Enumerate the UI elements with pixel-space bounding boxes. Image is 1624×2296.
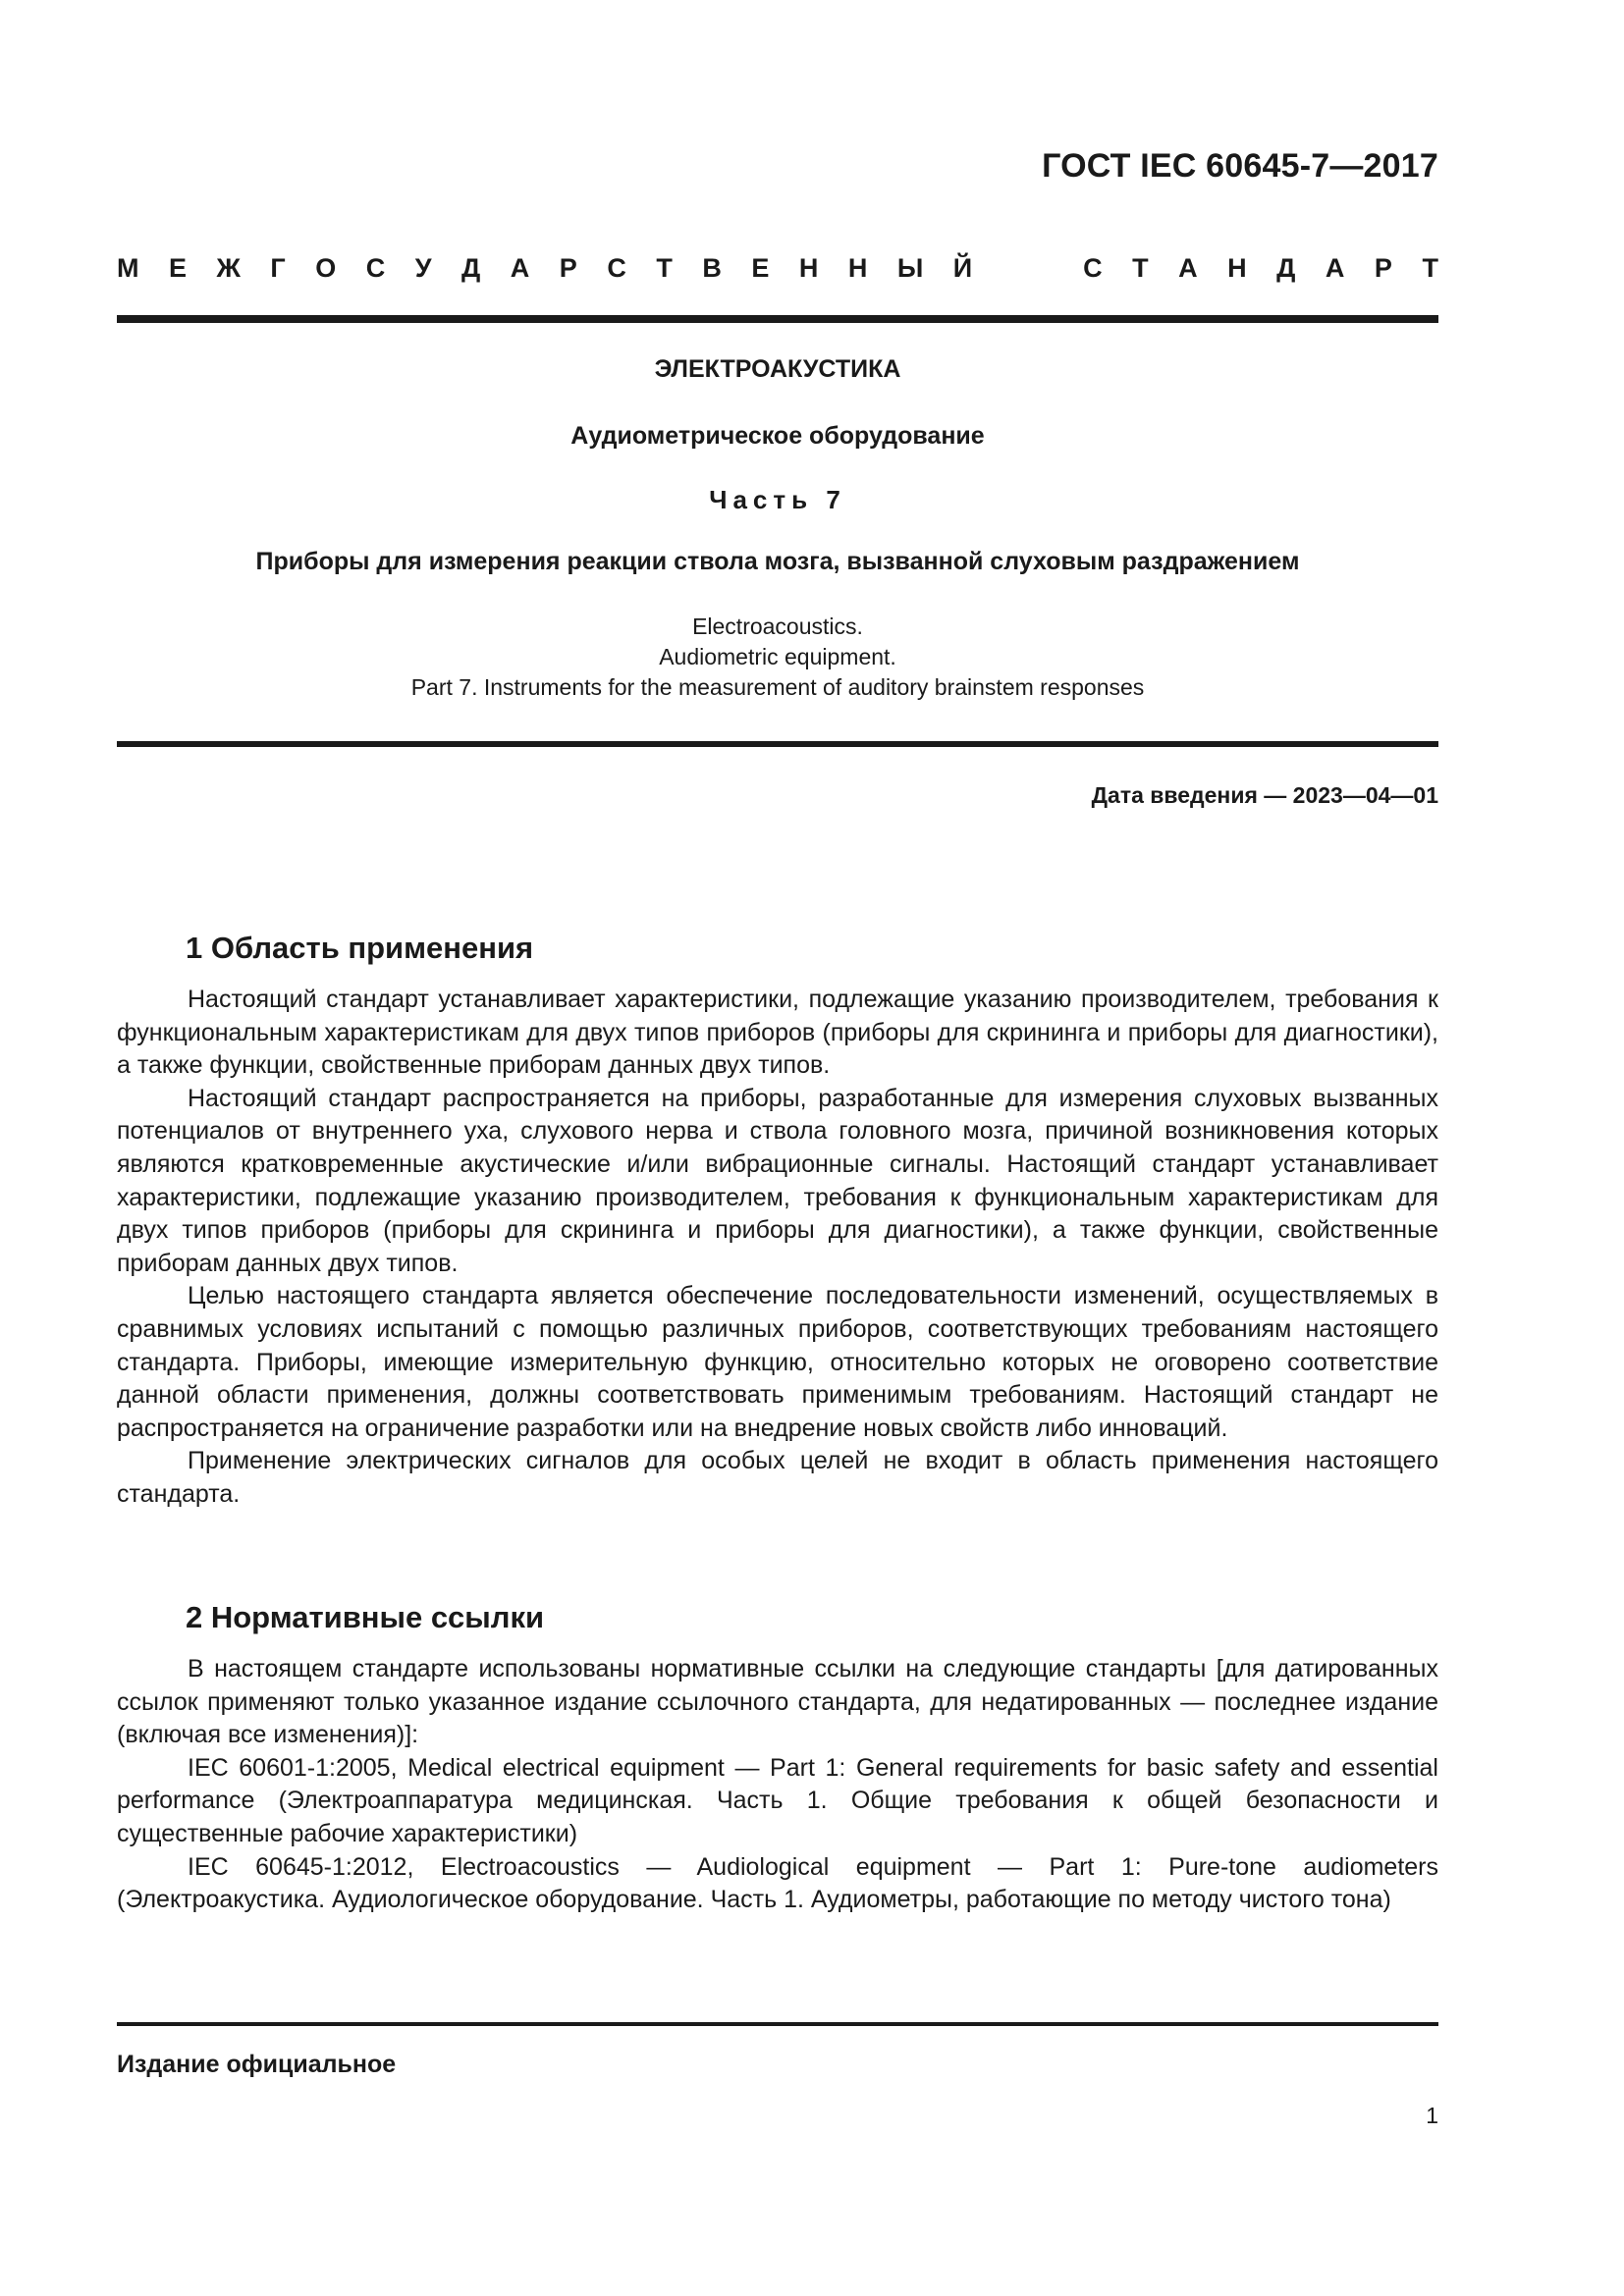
paragraph: Настоящий стандарт устанавливает характеристики, подлежащие указанию производителем, требования к функциональным характеристикам для двух типов приборов (приборы для скрининга и приборы для диагностики), а также функции, свойственные приборам данных двух типов.: [117, 986, 1438, 1080]
banner-letter: Н: [1227, 253, 1247, 283]
banner-letter: Т: [1422, 253, 1438, 283]
section-body: [117, 1653, 1438, 1917]
section-body: [117, 984, 1438, 1512]
banner-letter: Е: [169, 253, 188, 283]
title-rule: [117, 741, 1438, 747]
reference-entry: IEC 60601-1:2005, Medical electrical equipment — Part 1: General requirements for basic safety and essential performance (Электроаппаратура медицинская. Часть 1. Общие требования к общей безопасности и существенные рабочие характеристики): [117, 1753, 1438, 1847]
banner-letter: Д: [1276, 253, 1296, 283]
paragraph: В настоящем стандарте использованы нормативные ссылки на следующие стандарты [для датированных ссылок применяют только указанное издание ссылочного стандарта, для недатированных — последнее издание (включая все изменения)]:: [117, 1655, 1438, 1749]
title-part: Часть 7: [709, 485, 846, 514]
banner-letter: Н: [847, 253, 868, 283]
banner-letter: Ы: [896, 253, 924, 283]
banner-letter: С: [365, 253, 386, 283]
footer-rule: [117, 2022, 1438, 2026]
banner-letter: А: [510, 253, 530, 283]
banner-letter: С: [1083, 253, 1103, 283]
title-subtitle: Аудиометрическое оборудование: [570, 422, 985, 450]
banner-letter: Н: [798, 253, 819, 283]
english-title-line: Electroacoustics.: [692, 614, 863, 639]
header-rule: [117, 315, 1438, 323]
title-main: ЭЛЕКТРОАКУСТИКА: [654, 355, 901, 383]
section-normative-references: [117, 1598, 1438, 1917]
banner-letter: М: [117, 253, 139, 283]
introduction-date: Дата введения — 2023—04—01: [1091, 782, 1438, 808]
banner-word-gap: [1002, 253, 1054, 284]
section-scope: [117, 929, 1438, 1512]
banner-letter: Е: [751, 253, 770, 283]
banner-letter: А: [1325, 253, 1345, 283]
banner-letter: А: [1178, 253, 1198, 283]
banner-letter: Р: [559, 253, 577, 283]
banner-letter: О: [315, 253, 337, 283]
banner-letter: Ж: [216, 253, 241, 283]
english-title-line: Audiometric equipment.: [659, 644, 896, 669]
section-heading: 1 Область применения: [186, 931, 534, 965]
banner-letter: Д: [461, 253, 481, 283]
banner-letter: Т: [656, 253, 673, 283]
english-title-line: Part 7. Instruments for the measurement of auditory brainstem responses: [410, 674, 1145, 700]
english-title: [117, 612, 1438, 703]
edition-label: Издание официальное: [117, 2051, 397, 2078]
banner-letter: С: [607, 253, 626, 283]
banner-letter: Т: [1132, 253, 1149, 283]
reference-entry: IEC 60645-1:2012, Electroacoustics — Audiological equipment — Part 1: Pure-tone audiometers (Электроакустика. Аудиологическое оборудование. Часть 1. Аудиометры, работающие по методу чистого тона): [117, 1852, 1438, 1914]
paragraph: Применение электрических сигналов для особых целей не входит в область применения настоящего стандарта.: [117, 1447, 1438, 1508]
paragraph: Настоящий стандарт распространяется на приборы, разработанные для измерения слуховых вызванных потенциалов от внутреннего уха, слухового нерва и ствола головного мозга, причиной возникновения которых являются кратковременные акустические и/или вибрационные сигналы. Настоящий стандарт устанавливает характеристики, подлежащие указанию производителем, требования к функциональным характеристикам для двух типов приборов (приборы для скрининга и приборы для диагностики), а также функции, свойственные приборам данных двух типов.: [117, 1084, 1438, 1277]
banner-letter: Й: [952, 253, 973, 283]
banner-letter: В: [702, 253, 722, 283]
section-heading: 2 Нормативные ссылки: [186, 1600, 545, 1634]
banner-letter: Р: [1374, 253, 1392, 283]
title-part-name: Приборы для измерения реакции ствола мозга, вызванной слуховым раздражением: [255, 548, 1300, 575]
page-number: 1: [1426, 2103, 1438, 2128]
standard-designation: ГОСТ IEC 60645-7—2017: [1042, 147, 1438, 185]
banner-letter: У: [414, 253, 432, 283]
paragraph: Целью настоящего стандарта является обеспечение последовательности изменений, осуществляемых в сравнимых условиях испытаний с помощью различных приборов, соответствующих требованиям настоящего стандарта. Приборы, имеющие измерительную функцию, относительно которых не оговорено соответствие данной области применения, должны соответствовать применимым требованиям. Настоящий стандарт не распространяется на ограничение разработки или на внедрение новых свойств либо инноваций.: [117, 1282, 1438, 1442]
banner-letter: Г: [270, 253, 286, 283]
interstate-standard-banner: [117, 253, 1438, 284]
